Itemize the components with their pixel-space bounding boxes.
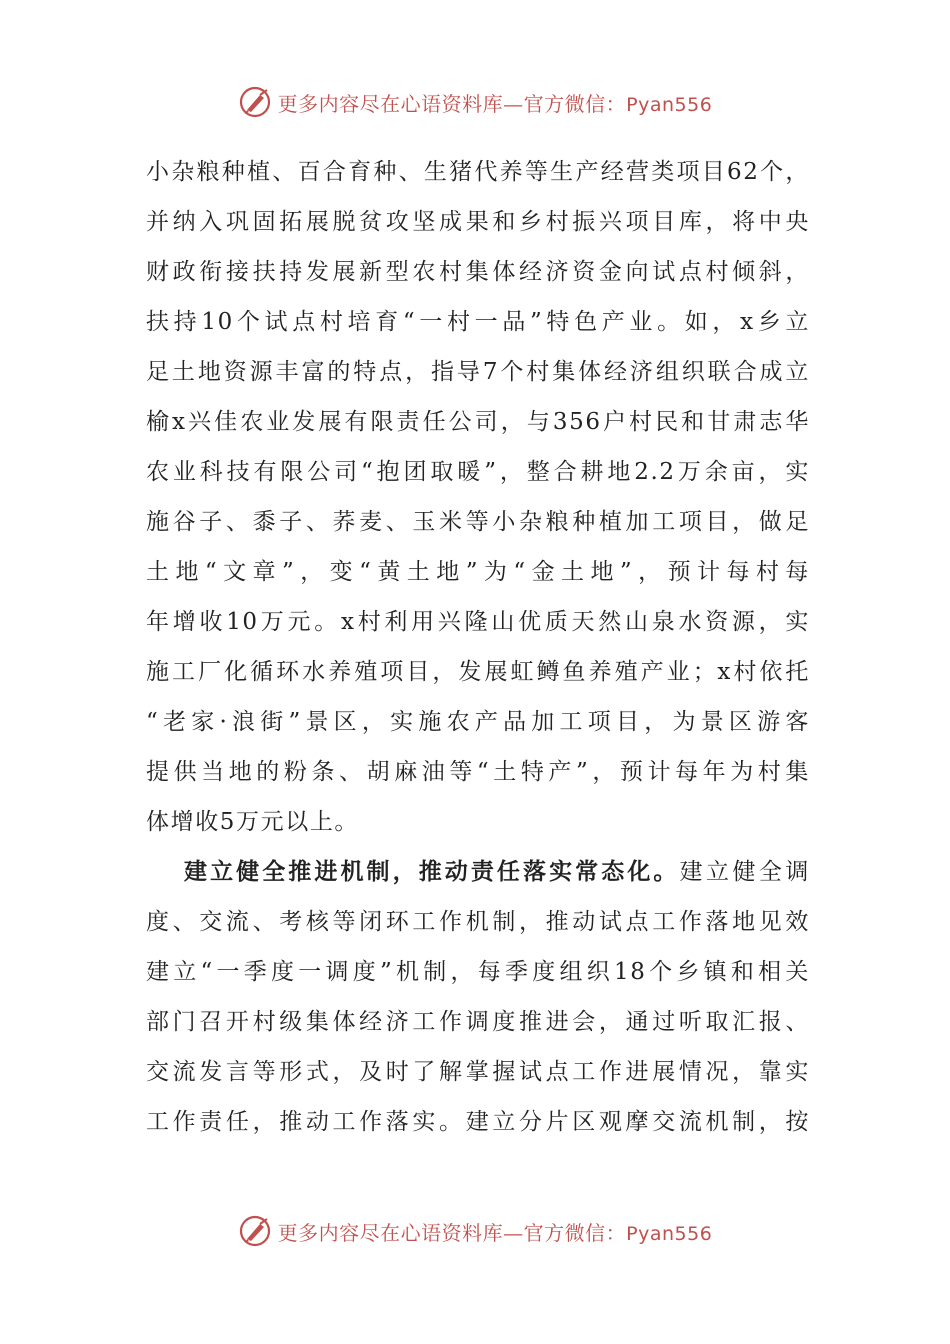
- text-line: 农业科技有限公司“抱团取暖”，整合耕地2.2万余亩，实: [146, 459, 810, 485]
- text-line: 施谷子、黍子、荞麦、玉米等小杂粮种植加工项目，做足: [146, 509, 810, 535]
- document-body: [146, 147, 810, 1147]
- footer-wechat-id: Pyan556: [626, 1222, 713, 1245]
- footer-banner: [0, 1211, 950, 1251]
- text-line: “老家·浪街”景区，实施农产品加工项目，为景区游客: [146, 709, 810, 735]
- pen-nib-icon: [238, 85, 272, 119]
- text-fragment: 建立健全调: [679, 859, 810, 885]
- text-line: 财政衔接扶持发展新型农村集体经济资金向试点村倾斜，: [146, 259, 810, 285]
- text-line: 度、交流、考核等闭环工作机制，推动试点工作落地见效: [146, 909, 810, 935]
- header-wechat-id: Pyan556: [626, 93, 713, 116]
- text-line: 榆x兴佳农业发展有限责任公司，与356户村民和甘肃志华: [146, 409, 810, 435]
- text-line: 扶持10个试点村培育“一村一品”特色产业。如，x乡立: [146, 309, 810, 335]
- text-line: 施工厂化循环水养殖项目，发展虹鳟鱼养殖产业；x村依托: [146, 659, 810, 685]
- header-banner: [0, 82, 950, 122]
- text-line: 并纳入巩固拓展脱贫攻坚成果和乡村振兴项目库，将中央: [146, 209, 810, 235]
- text-line: 年增收10万元。x村利用兴隆山优质天然山泉水资源，实: [146, 609, 810, 635]
- text-line: 提供当地的粉条、胡麻油等“土特产”，预计每年为村集: [146, 759, 810, 785]
- paragraph-heading-line: [146, 847, 810, 897]
- text-line: 部门召开村级集体经济工作调度推进会，通过听取汇报、: [146, 1009, 810, 1035]
- pen-nib-icon: [238, 1214, 272, 1248]
- text-line: 建立“一季度一调度”机制，每季度组织18个乡镇和相关: [146, 959, 810, 985]
- text-line: 体增收5万元以上。: [146, 809, 360, 835]
- footer-banner-text: [278, 1217, 713, 1246]
- header-banner-text: [278, 88, 713, 117]
- text-line: 交流发言等形式，及时了解掌握试点工作进展情况，靠实: [146, 1059, 810, 1085]
- footer-banner-label: 更多内容尽在心语资料库—官方微信：: [277, 1220, 627, 1245]
- header-banner-label: 更多内容尽在心语资料库—官方微信：: [277, 91, 627, 116]
- text-line: 足土地资源丰富的特点，指导7个村集体经济组织联合成立: [146, 359, 810, 385]
- text-line: 土地“文章”，变“黄土地”为“金土地”，预计每村每: [146, 559, 810, 585]
- text-line: 小杂粮种植、百合育种、生猪代养等生产经营类项目62个，: [146, 159, 810, 185]
- paragraph-heading: 建立健全推进机制，推动责任落实常态化。: [184, 859, 680, 885]
- text-line: 工作责任，推动工作落实。建立分片区观摩交流机制，按: [146, 1109, 810, 1135]
